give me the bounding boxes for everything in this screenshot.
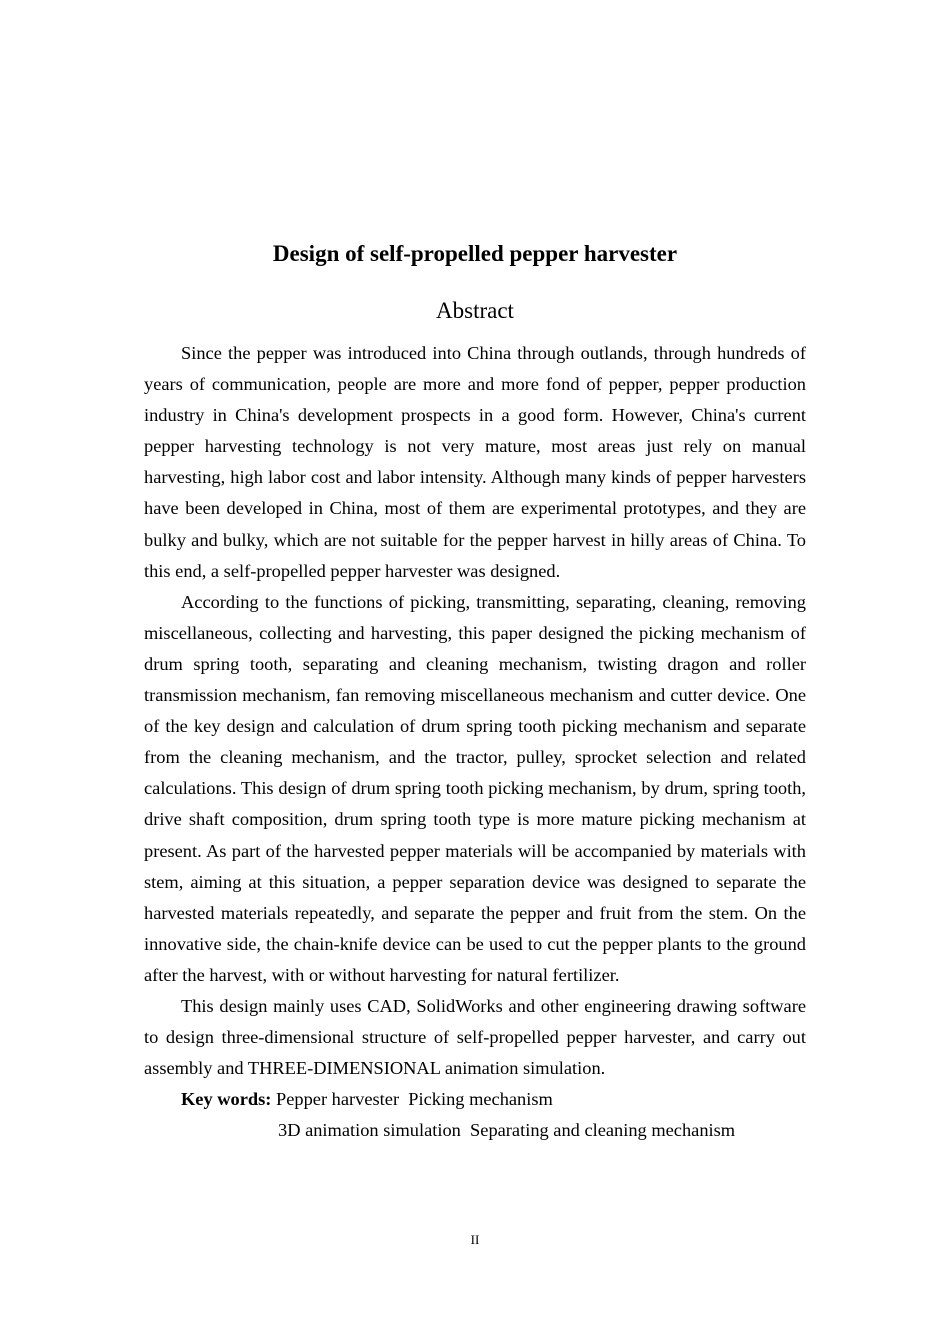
- abstract-heading: Abstract: [436, 298, 514, 323]
- abstract-body: [144, 338, 806, 1146]
- abstract-paragraph-1: Since the pepper was introduced into China through outlands, through hundreds of years of communication, people are more and more fond of pepper, pepper production industry in China's development prospects in a good form. However, China's current pepper harvesting technology is not very mature, most areas just rely on manual harvesting, high labor cost and labor intensity. Although many kinds of pepper harvesters have been developed in China, most of them are experimental prototypes, and they are bulky and bulky, which are not suitable for the pepper harvest in hilly areas of China. To this end, a self-propelled pepper harvester was designed.: [144, 343, 806, 581]
- paper-title: Design of self-propelled pepper harvester: [272, 241, 678, 266]
- keywords-text-1: Pepper harvester Picking mechanism: [271, 1089, 553, 1110]
- abstract-paragraph-2: According to the functions of picking, transmitting, separating, cleaning, removing miscellaneous, collecting and harvesting, this paper designed the picking mechanism of drum spring tooth, separating and cleaning mechanism, twisting dragon and roller transmission mechanism, fan removing miscellaneous mechanism and cutter device. One of the key design and calculation of drum spring tooth picking mechanism and separate from the cleaning mechanism, and the tractor, pulley, sprocket selection and related calculations. This design of drum spring tooth picking mechanism, by drum, spring tooth, drive shaft composition, drum spring tooth type is more mature picking mechanism at present. As part of the harvested pepper materials will be accompanied by materials with stem, aiming at this situation, a pepper separation device was designed to separate the harvested materials repeatedly, and separate the pepper and fruit from the stem. On the innovative side, the chain-knife device can be used to cut the pepper plants to the ground after the harvest, with or without harvesting for natural fertilizer.: [144, 591, 806, 985]
- page-number: II: [470, 1232, 480, 1247]
- abstract-paragraph-3: This design mainly uses CAD, SolidWorks and other engineering drawing software to design three-dimensional structure of self-propelled pepper harvester, and carry out assembly and THREE-DIMENSIONAL animation simulation.: [144, 995, 806, 1079]
- keywords-label: Key words:: [181, 1089, 272, 1110]
- keywords-line-1: [144, 1084, 806, 1115]
- keywords-line-2: 3D animation simulation Separating and cleaning mechanism: [278, 1120, 736, 1141]
